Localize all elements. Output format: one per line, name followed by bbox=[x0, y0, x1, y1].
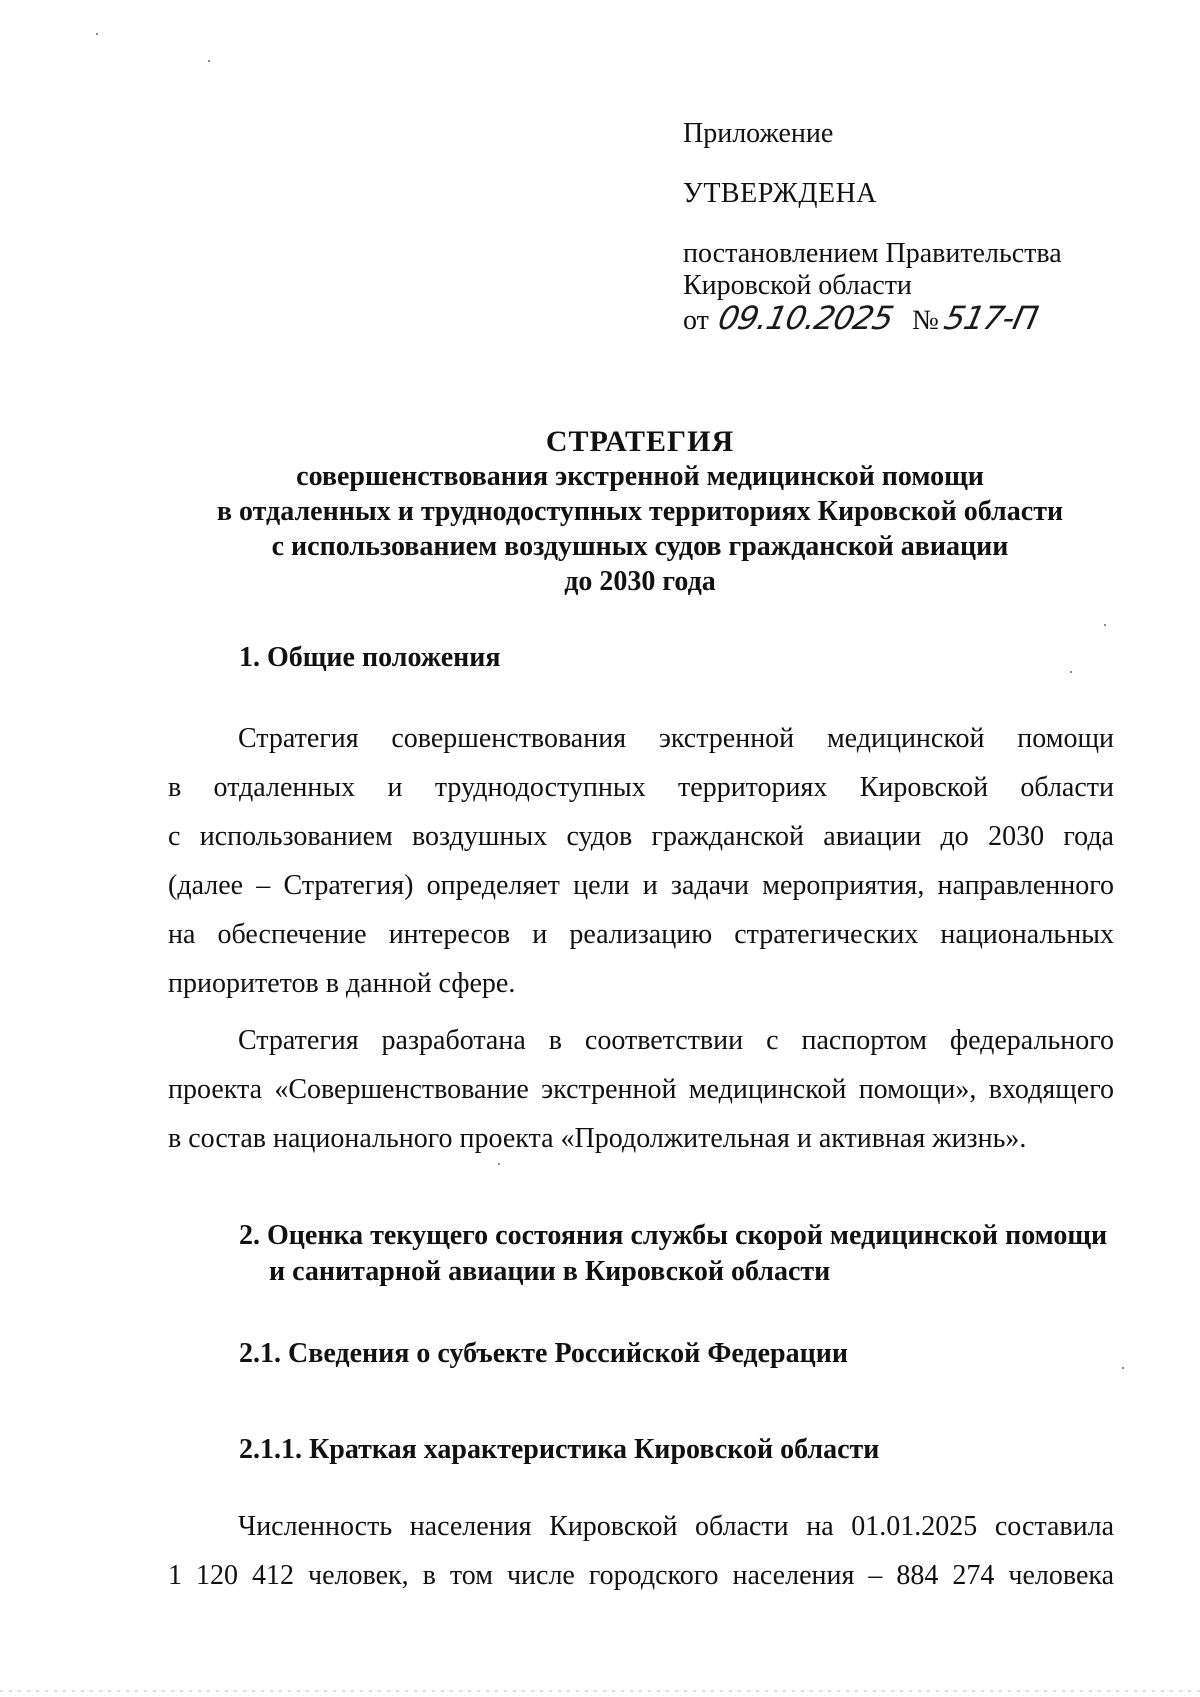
approval-block bbox=[683, 118, 1123, 337]
section-1-paragraph-1 bbox=[168, 714, 1114, 1008]
section-1-heading: 1. Общие положения bbox=[239, 642, 501, 673]
scan-edge bbox=[0, 1690, 1200, 1692]
scan-speck bbox=[96, 33, 98, 35]
paragraph-line: проекта «Совершенствование экстренной медицинской помощи», входящего bbox=[168, 1074, 1114, 1105]
decree-line-2: Кировской области bbox=[683, 270, 912, 301]
paragraph-line: с использованием воздушных судов гражданской авиации до 2030 года bbox=[168, 821, 1114, 852]
subsection-2-1-1-heading: 2.1.1. Краткая характеристика Кировской области bbox=[239, 1434, 880, 1465]
annex-label: Приложение bbox=[683, 118, 834, 149]
section-2-heading bbox=[239, 1218, 1119, 1290]
title-line-3: с использованием воздушных судов гражданской авиации bbox=[271, 531, 1009, 562]
scan-speck bbox=[1122, 1367, 1124, 1369]
paragraph-line: 1 120 412 человек, в том числе городского населения – 884 274 человека bbox=[168, 1560, 1114, 1591]
paragraph-line: Стратегия разработана в соответствии с паспортом федерального bbox=[238, 1025, 1114, 1056]
approved-label: УТВЕРЖДЕНА bbox=[683, 178, 878, 209]
handwritten-date: 09.10.2025 bbox=[714, 299, 897, 337]
scan-speck bbox=[1070, 671, 1072, 673]
paragraph-line: (далее – Стратегия) определяет цели и задачи мероприятия, направленного bbox=[168, 870, 1114, 901]
paragraph-line: в отдаленных и труднодоступных территориях Кировской области bbox=[168, 772, 1114, 803]
scan-speck bbox=[208, 60, 210, 62]
scan-speck bbox=[1104, 624, 1106, 626]
section-2-number: 2. bbox=[239, 1220, 260, 1251]
paragraph-line: приоритетов в данной сфере. bbox=[168, 968, 516, 999]
number-label: № bbox=[912, 305, 939, 336]
handwritten-number: 517-П bbox=[940, 299, 1041, 337]
title-line-1: совершенствования экстренной медицинской помощи bbox=[296, 461, 984, 492]
document-title bbox=[140, 424, 1140, 599]
paragraph-line: на обеспечение интересов и реализацию стратегических национальных bbox=[168, 919, 1114, 950]
title-main: СТРАТЕГИЯ bbox=[545, 425, 735, 458]
paragraph-line: в состав национального проекта «Продолжительная и активная жизнь». bbox=[168, 1123, 1027, 1154]
subsection-2-1-1-paragraph bbox=[168, 1502, 1114, 1600]
paragraph-line: Численность населения Кировской области на 01.01.2025 составила bbox=[238, 1511, 1114, 1542]
section-1-paragraph-2 bbox=[168, 1016, 1114, 1163]
from-label: от bbox=[683, 305, 709, 336]
scan-speck bbox=[498, 1163, 500, 1165]
title-line-4: до 2030 года bbox=[564, 566, 716, 597]
section-2-heading-line-2: и санитарной авиации в Кировской области bbox=[269, 1256, 831, 1287]
paragraph-line: Стратегия совершенствования экстренной медицинской помощи bbox=[238, 723, 1114, 754]
subsection-2-1-heading: 2.1. Сведения о субъекте Российской Федерации bbox=[239, 1338, 848, 1369]
section-2-heading-line-1: Оценка текущего состояния службы скорой медицинской помощи bbox=[267, 1220, 1108, 1251]
decree-line-1: постановлением Правительства bbox=[683, 238, 1062, 269]
title-line-2: в отдаленных и труднодоступных территориях Кировской области bbox=[216, 496, 1064, 527]
decree-date-number-line bbox=[683, 299, 1123, 337]
